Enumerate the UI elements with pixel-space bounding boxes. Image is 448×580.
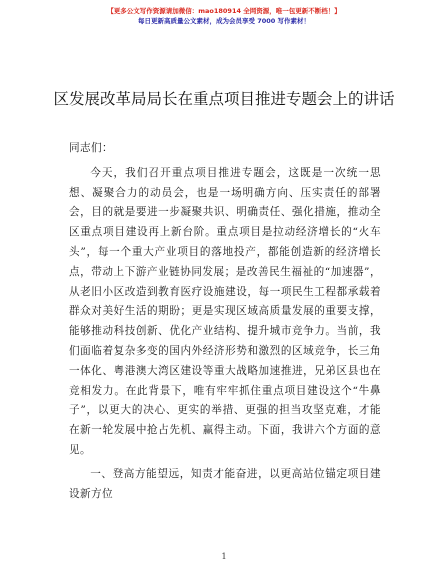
page-number: 1	[221, 552, 227, 561]
body-paragraph: 今天，我们召开重点项目推进专题会，这既是一次统一思想、凝聚合力的动员会，也是一场明确方向、压实责任的部署会，目的就是要进一步凝聚共识、明确责任、强化措施，推动全区重点项目建设再上新台阶。重点项目是拉动经济增长的“火车头”，每一个重大产业项目的落地投产，都能创造新的经济增长点，带动上下游产业链协同发展；是改善民生福祉的“加速器”，从老旧小区改造到教育医疗设施建设，每一项民生工程都承载着群众对美好生活的期盼；更是实现区域高质量发展的重要支撑，能够推动科技创新、优化产业结构、提升城市竞争力。当前，我们面临着复杂多变的国内外经济形势和激烈的区域竞争，长三角一体化、粤港澳大湾区建设等重大战略加速推进，兄弟区县也在竞相发力。在此背景下，唯有牢牢抓住重点项目建设这个“牛鼻子”，以更大的决心、更实的举措、更强的担当攻坚克难，才能在新一轮发展中抢占先机、赢得主动。下面，我讲六个方面的意见。	[69, 166, 381, 456]
promo-line-2: 每日更新高质量公文素材，成为会员享受 7000 写作素材！	[137, 17, 311, 25]
document-title: 区发展改革局局长在重点项目推进专题会上的讲话	[53, 90, 395, 108]
document-body	[69, 139, 381, 504]
section-heading: 一、登高方能望远，知责才能奋进，以更高站位锚定项目建设新方位	[69, 467, 381, 500]
promo-line-1: 【更多公文写作资源请加微信：mao180914 全网资源，唯一包更新不断档！】	[107, 7, 341, 15]
greeting: 同志们：	[69, 142, 113, 154]
promo-banner	[0, 6, 448, 26]
